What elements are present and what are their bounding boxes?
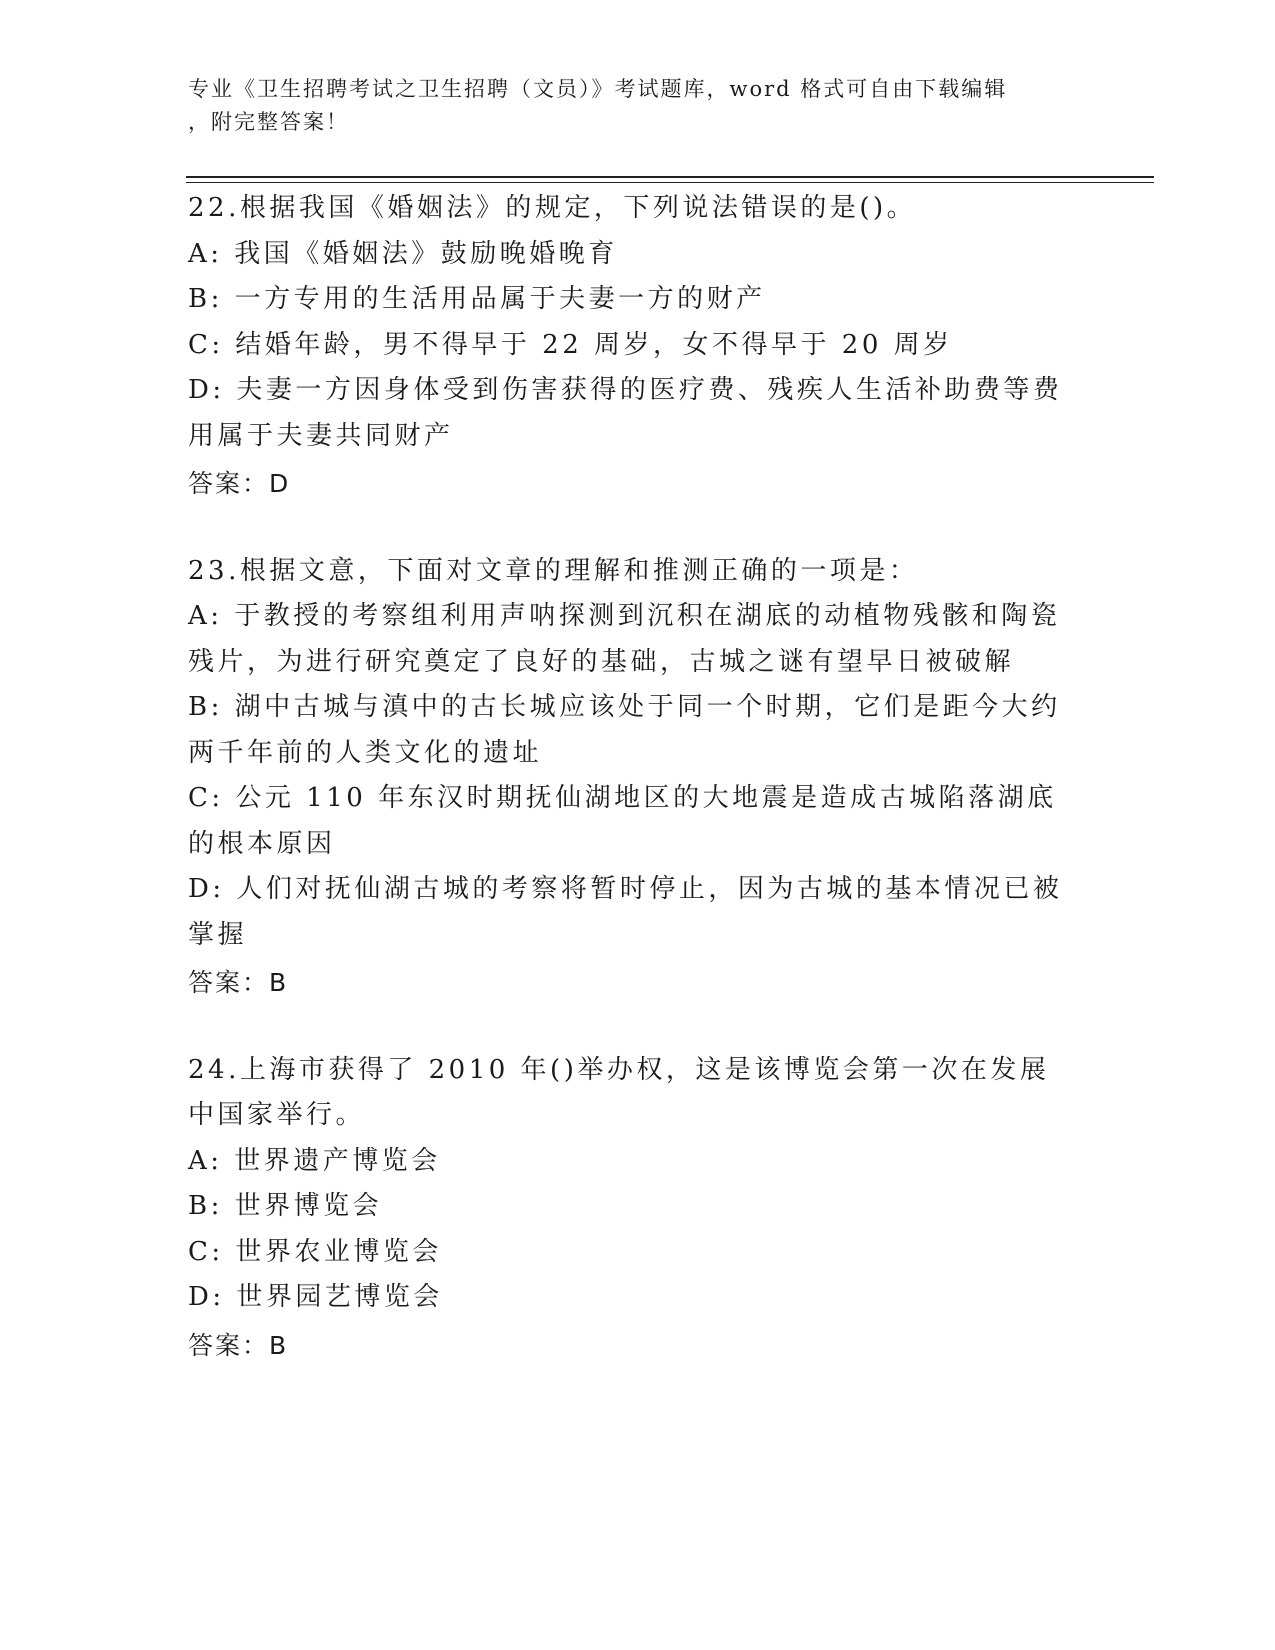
option-a: A: 于教授的考察组利用声呐探测到沉积在湖底的动植物残骸和陶瓷残片，为进行研究奠定了良好的基础，古城之谜有望早日被破解 <box>188 601 1061 677</box>
answer-line: 答案：D <box>188 469 291 498</box>
option-c: C: 公元 110 年东汉时期抚仙湖地区的大地震是造成古城陷落湖底的根本原因 <box>188 783 1057 859</box>
document-header <box>188 73 1068 139</box>
header-line-1: 专业《卫生招聘考试之卫生招聘（文员）》考试题库，word 格式可自由下载编辑 <box>188 77 1008 101</box>
answer-line: 答案：B <box>188 1330 289 1360</box>
option-d: D: 夫妻一方因身体受到伤害获得的医疗费、残疾人生活补助费等费用属于夫妻共同财产 <box>188 375 1063 451</box>
answer-line: 答案：B <box>188 968 289 997</box>
option-a: A: 我国《婚姻法》鼓励晚婚晚育 <box>188 238 618 269</box>
header-line-2: ，附完整答案！ <box>188 110 349 134</box>
header-rule-thick <box>186 176 1154 178</box>
option-d: D: 世界园艺博览会 <box>188 1282 443 1312</box>
question-22 <box>188 186 1068 507</box>
option-d: D: 人们对抚仙湖古城的考察将暂时停止，因为古城的基本情况已被掌握 <box>188 874 1063 950</box>
option-b: B: 湖中古城与滇中的古长城应该处于同一个时期，它们是距今大约两千年前的人类文化的遗址 <box>188 692 1061 768</box>
header-rule-thin <box>186 182 1154 183</box>
option-a: A: 世界遗产博览会 <box>188 1145 441 1176</box>
question-text: 22.根据我国《婚姻法》的规定，下列说法错误的是()。 <box>188 193 917 223</box>
question-text: 23.根据文意，下面对文章的理解和推测正确的一项是： <box>188 555 919 586</box>
option-b: B: 世界博览会 <box>188 1191 383 1221</box>
question-24 <box>188 1048 1068 1369</box>
question-list <box>188 186 1068 1410</box>
option-c: C: 结婚年龄，男不得早于 22 周岁，女不得早于 20 周岁 <box>188 329 953 360</box>
question-23 <box>188 549 1068 1006</box>
option-c: C: 世界农业博览会 <box>188 1236 442 1267</box>
option-b: B: 一方专用的生活用品属于夫妻一方的财产 <box>188 284 766 314</box>
question-text: 24.上海市获得了 2010 年()举办权，这是该博览会第一次在发展中国家举行。 <box>188 1054 1050 1130</box>
